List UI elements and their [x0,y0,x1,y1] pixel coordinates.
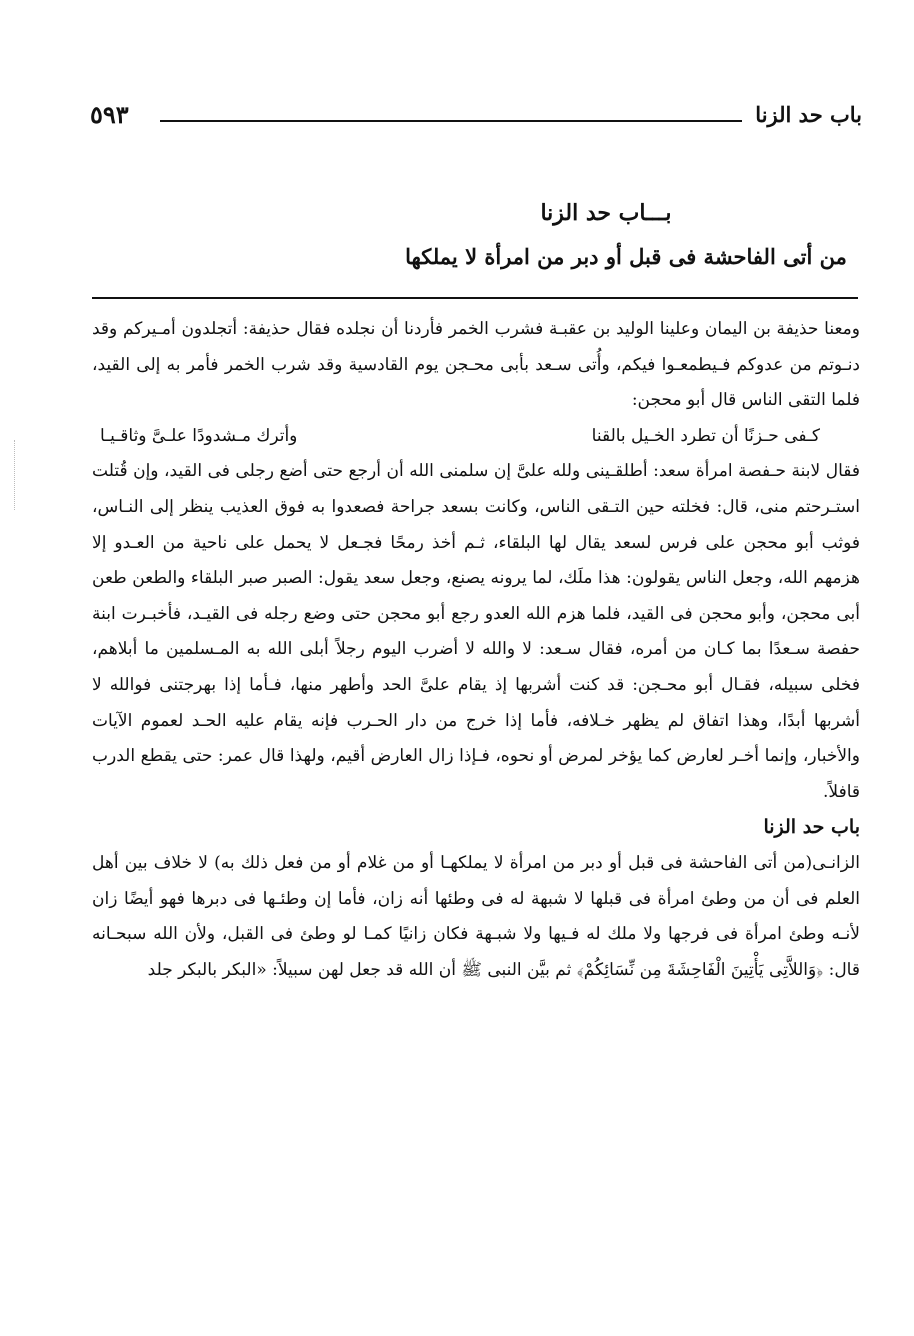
page-number: ٥٩٣ [90,100,129,129]
poetry-verse [92,419,860,455]
paragraph: الزانـى(من أتى الفاحشة فى قبل أو دبر من امرأة لا يملكهـا أو من غلام أو من فعل ذلك به) لا خلاف بين أهل العلم فى أن من وطئ امرأة فى قبلها لا شبهة له فى وطئها أنه زان، فأما إن وطئـها فى دبرها فهو أيضًا زان لأنـه وطئ امرأة فى فرجها ولا ملك له فـيها ولا شبـهة فكان زانيًا كمـا لو وطئ فى القبل، ولأن الله سبحـانه قال: ﴿وَاللاَّتِى يَأْتِينَ الْفَاحِشَةَ مِن نِّسَائِكُمْ﴾ ثم بيَّن النبى ﷺ أن الله قد جعل لهن سبيلاً: «البكر بالبكر جلد [92,852,860,980]
running-header [90,102,862,136]
paragraph: ومعنا حذيفة بن اليمان وعلينا الوليد بن عقبـة فشرب الخمر فأردنا أن نجلده فقال حذيفة: أتجلدون أمـيركم وقد دنـوتم من عدوكم فـيطمعـوا فيكم، وأُتى سـعد بأبى محـجن يوم القادسية وقد شرب الخمر فأمر به إلى القيد، فلما التقى الناس قال أبو محجن: [92,319,860,411]
verse-second-hemistich: وأترك مـشدودًا علـىَّ وثاقـيـا [100,425,298,446]
chapter-heading: بـــاب حد الزنا [540,200,672,226]
header-rule [160,120,742,122]
section-heading: باب حد الزنا [763,816,860,839]
verse-first-hemistich: كـفى حـزنًا أن تطرد الخـيل بالقنا [591,425,820,446]
scan-margin-mark [14,440,17,510]
chapter-subheading: من أتى الفاحشة فى قبل أو دبر من امرأة لا يملكها [405,244,847,269]
title-rule [92,297,858,299]
paragraph: فقال لابنة حـفصة امرأة سعد: أطلقـينى ولله علىَّ إن سلمنى الله أن أرجع حتى أضع رجلى فى القيد، وإن قُتلت استـرحتم منى، قال: فخلته حين التـقى الناس، وكانت بسعد جراحة فصعدوا به فوق العذيب ينظر إلى النـاس، فوثب أبو محجن على فرس لسعد يقال لها البلقاء، ثـم أخذ رمحًا فجـعل لا يحمل على ناحية من العـدو إلا هزمهم الله، وجعل الناس يقولون: هذا ملَك، لما يرونه يصنع، وجعل سعد يقول: الصبر صبر البلقاء والطعن طعن أبى محجن، وأبو محجن فى القيد، فلما هزم الله العدو رجع أبو محجن حتى وضع رجله فى القيـد، فأخبـرت ابنة حفصة سـعدًا بما كـان من أمره، فقال سـعد: لا والله لا أضرب اليوم رجلاً أبلى الله به المـسلمين ما أبلاهم، فخلى سبيله، فقـال أبو محـجن: قد كنت أشربها إذ يقام علىَّ الحد وأطهر منها، فـأما إذا بهرجتنى فوالله لا أشربها أبدًا، وهذا اتفاق لم يظهر خـلافه، فأما إذا خرج من دار الحـرب فإنه يقام عليه الحـد لعموم الآيات والأخبار، وإنما أخـر لعارض كما يؤخر لمرض أو نحوه، فـإذا زال العارض أقيم، ولهذا قال عمر: حتى يقطع الدرب قافلاً. [92,461,860,802]
running-title: باب حد الزنا [755,102,862,127]
body-text [92,312,860,988]
